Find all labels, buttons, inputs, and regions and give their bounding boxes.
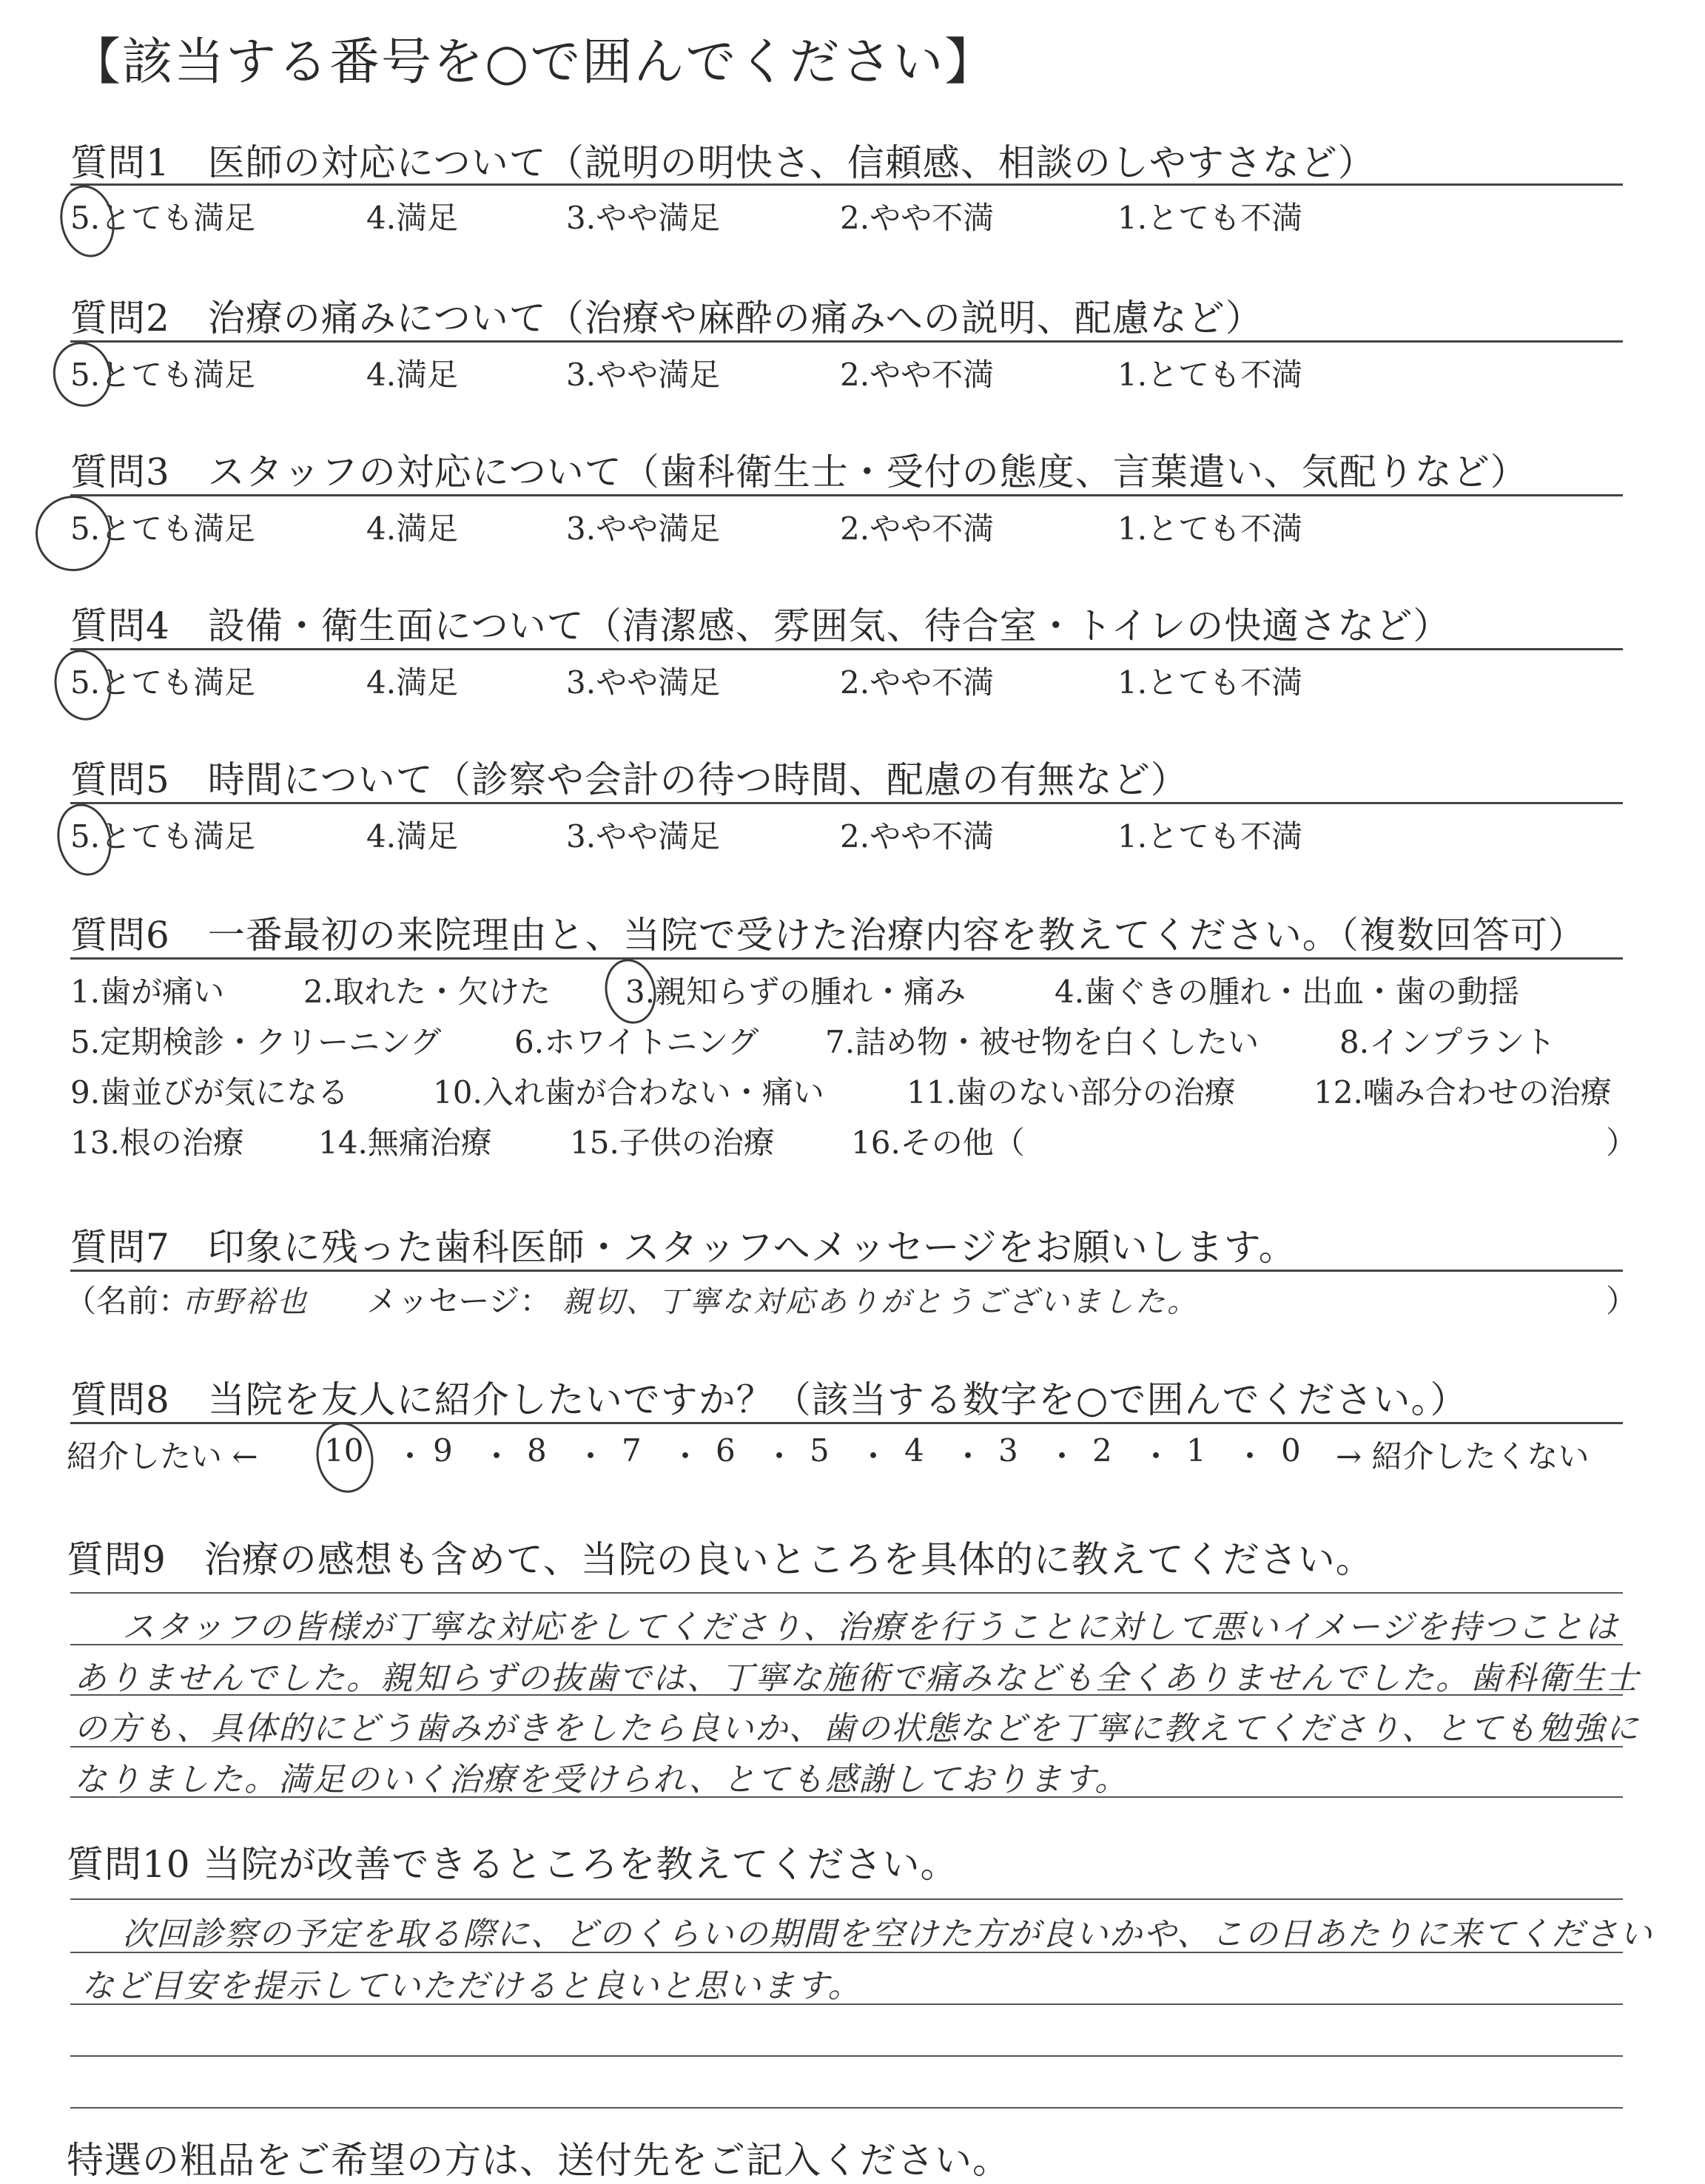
q2-option-4[interactable]: 4.満足 (366, 357, 459, 393)
q1-option-3[interactable]: 3.やや満足 (566, 200, 721, 236)
q4-option-4[interactable]: 4.満足 (366, 664, 459, 701)
q8-dot-7: ・ (952, 1438, 984, 1474)
q6-option-11[interactable]: 11.歯のない部分の治療 (907, 1074, 1236, 1110)
q6-option-12[interactable]: 12.噛み合わせの治療 (1314, 1074, 1612, 1110)
question-6-title: 質問6 一番最初の来院理由と、当院で受けた治療内容を教えてください。（複数回答可） (70, 914, 1586, 957)
q10-answer-line-1[interactable]: 次回診察の予定を取る際に、どのくらいの期間を空けた方が良いかや、この日あたりに来てください (122, 1915, 1654, 1953)
q6-option-8[interactable]: 8.インプラント (1339, 1024, 1556, 1060)
question-7-title: 質問7 印象に残った歯科医師・スタッフへメッセージをお願いします。 (70, 1226, 1297, 1269)
q7-message-value[interactable]: 親切、丁寧な対応ありがとうございました。 (562, 1285, 1199, 1319)
q2-option-5[interactable]: 5.とても満足 (70, 357, 256, 393)
q1-option-1[interactable]: 1.とても不満 (1117, 200, 1303, 236)
q9-answer-line-1[interactable]: スタッフの皆様が丁寧な対応をしてくださり、治療を行うことに対して悪いイメージを持つことは (122, 1608, 1619, 1646)
q8-dot-10: ・ (1234, 1438, 1266, 1474)
q9-answer-line-3[interactable]: の方も、具体的にどう歯みがきをしたら良いか、歯の状態などを丁寧に教えてくださり、とても勉強に (74, 1710, 1640, 1747)
question-1-rule (70, 183, 1623, 186)
q8-scale-4[interactable]: 4 (904, 1432, 924, 1469)
q8-right-label: → 紹介したくない (1336, 1438, 1590, 1474)
q4-option-2[interactable]: 2.やや不満 (840, 664, 995, 701)
q2-option-1[interactable]: 1.とても不満 (1117, 357, 1303, 393)
q10-line-rule-4 (70, 2055, 1623, 2057)
q1-option-5[interactable]: 5.とても満足 (70, 200, 256, 236)
question-5-rule (70, 802, 1623, 804)
question-2-title: 質問2 治療の痛みについて（治療や麻酔の痛みへの説明、配慮など） (70, 297, 1263, 340)
q8-dot-6: ・ (858, 1438, 890, 1474)
question-5-title: 質問5 時間について（診察や会計の待つ時間、配慮の有無など） (70, 758, 1188, 801)
q7-close-paren: ） (1606, 1283, 1638, 1319)
q6-option-4[interactable]: 4.歯ぐきの腫れ・出血・歯の動揺 (1055, 974, 1520, 1010)
question-6-rule (70, 957, 1623, 960)
question-2-rule (70, 340, 1623, 343)
q3-option-4[interactable]: 4.満足 (366, 510, 459, 547)
q3-option-1[interactable]: 1.とても不満 (1117, 510, 1303, 547)
q1-option-4[interactable]: 4.満足 (366, 200, 459, 236)
q2-option-3[interactable]: 3.やや満足 (566, 357, 721, 393)
question-10-title: 質問10 当院が改善できるところを教えてください。 (67, 1843, 958, 1886)
q8-scale-6[interactable]: 6 (716, 1432, 736, 1469)
q8-left-label: 紹介したい ← (67, 1438, 258, 1474)
q8-dot-3: ・ (575, 1438, 607, 1474)
q8-dot-1: ・ (394, 1438, 426, 1474)
q6-option-5[interactable]: 5.定期検診・クリーニング (70, 1024, 442, 1060)
q2-option-2[interactable]: 2.やや不満 (840, 357, 995, 393)
q5-option-5[interactable]: 5.とても満足 (70, 818, 256, 855)
q6-option-15[interactable]: 15.子供の治療 (570, 1125, 775, 1161)
q6-option-16-close: ） (1606, 1125, 1638, 1161)
q5-selection-circle (51, 799, 118, 881)
question-3-title: 質問3 スタッフの対応について（歯科衛生士・受付の態度、言葉遣い、気配りなど） (70, 451, 1528, 493)
q4-selection-circle (48, 644, 118, 726)
q6-option-14[interactable]: 14.無痛治療 (318, 1125, 492, 1161)
q6-option-7[interactable]: 7.詰め物・被せ物を白くしたい (825, 1024, 1260, 1060)
q6-option-2[interactable]: 2.取れた・欠けた (303, 974, 551, 1010)
q8-scale-0[interactable]: 0 (1281, 1432, 1301, 1469)
q5-option-1[interactable]: 1.とても不満 (1117, 818, 1303, 855)
question-8-rule (70, 1422, 1623, 1424)
question-4-title: 質問4 設備・衛生面について（清潔感、雰囲気、待合室・トイレの快適さなど） (70, 604, 1451, 647)
q6-option-1[interactable]: 1.歯が痛い (70, 974, 225, 1010)
footer-note: 特選の粗品をご希望の方は、送付先をご記入ください。 (67, 2139, 1010, 2182)
q3-option-5[interactable]: 5.とても満足 (70, 510, 256, 547)
q4-option-1[interactable]: 1.とても不満 (1117, 664, 1303, 701)
q10-line-rule-1 (70, 1898, 1623, 1900)
q9-line-rule-1 (70, 1592, 1623, 1594)
question-9-title: 質問9 治療の感想も含めて、当院の良いところを具体的に教えてください。 (67, 1538, 1373, 1581)
q5-option-4[interactable]: 4.満足 (366, 818, 459, 855)
q8-dot-5: ・ (764, 1438, 796, 1474)
q8-dot-9: ・ (1140, 1438, 1172, 1474)
q4-option-5[interactable]: 5.とても満足 (70, 664, 256, 701)
q7-name-value[interactable]: 市野裕也 (181, 1285, 309, 1319)
question-4-rule (70, 648, 1623, 650)
q7-message-label: メッセージ： (366, 1283, 551, 1319)
q5-option-3[interactable]: 3.やや満足 (566, 818, 721, 855)
q8-scale-9[interactable]: 9 (433, 1432, 453, 1469)
q3-option-3[interactable]: 3.やや満足 (566, 510, 721, 547)
q4-option-3[interactable]: 3.やや満足 (566, 664, 721, 701)
q6-option-9[interactable]: 9.歯並びが気になる (70, 1074, 349, 1110)
q8-dot-4: ・ (670, 1438, 702, 1474)
q8-scale-5[interactable]: 5 (810, 1432, 830, 1469)
question-7-rule (70, 1270, 1623, 1272)
q8-dot-8: ・ (1046, 1438, 1078, 1474)
q6-option-6[interactable]: 6.ホワイトニング (514, 1024, 759, 1060)
q3-option-2[interactable]: 2.やや不満 (840, 510, 995, 547)
q7-name-label: （名前： (65, 1283, 190, 1319)
q3-selection-circle (29, 489, 118, 579)
q10-answer-line-2[interactable]: など目安を提示していただけると良いと思います。 (81, 1967, 862, 2005)
q6-option-16[interactable]: 16.その他（ (851, 1125, 1025, 1161)
q5-option-2[interactable]: 2.やや不満 (840, 818, 995, 855)
q8-scale-1[interactable]: 1 (1186, 1432, 1206, 1469)
page-header: 【該当する番号を○で囲んでください】 (70, 33, 997, 92)
q8-scale-7[interactable]: 7 (622, 1432, 642, 1469)
question-1-title: 質問1 医師の対応について（説明の明快さ、信頼感、相談のしやすさなど） (70, 141, 1376, 184)
q6-option-3[interactable]: 3.親知らずの腫れ・痛み (625, 974, 966, 1010)
q10-line-rule-5 (70, 2107, 1623, 2109)
q8-dot-2: ・ (481, 1438, 513, 1474)
q6-option-10[interactable]: 10.入れ歯が合わない・痛い (433, 1074, 824, 1110)
q8-scale-8[interactable]: 8 (527, 1432, 547, 1469)
question-3-rule (70, 494, 1623, 496)
q1-selection-circle (54, 181, 121, 263)
q1-option-2[interactable]: 2.やや不満 (840, 200, 995, 236)
q8-scale-10[interactable]: 10 (324, 1432, 364, 1469)
q6-option-13[interactable]: 13.根の治療 (70, 1125, 244, 1161)
q2-selection-circle (47, 337, 118, 412)
q8-selection-circle (310, 1417, 380, 1498)
q8-scale-3[interactable]: 3 (998, 1432, 1018, 1469)
question-8-title: 質問8 当院を友人に紹介したいですか？（該当する数字を○で囲んでください。） (70, 1378, 1468, 1421)
q9-answer-line-2[interactable]: ありませんでした。親知らずの抜歯では、丁寧な施術で痛みなども全くありませんでした。歯科衛生士 (74, 1659, 1640, 1697)
q9-answer-line-4[interactable]: なりました。満足のいく治療を受けられ、とても感謝しております。 (74, 1761, 1129, 1799)
q8-scale-2[interactable]: 2 (1092, 1432, 1112, 1469)
